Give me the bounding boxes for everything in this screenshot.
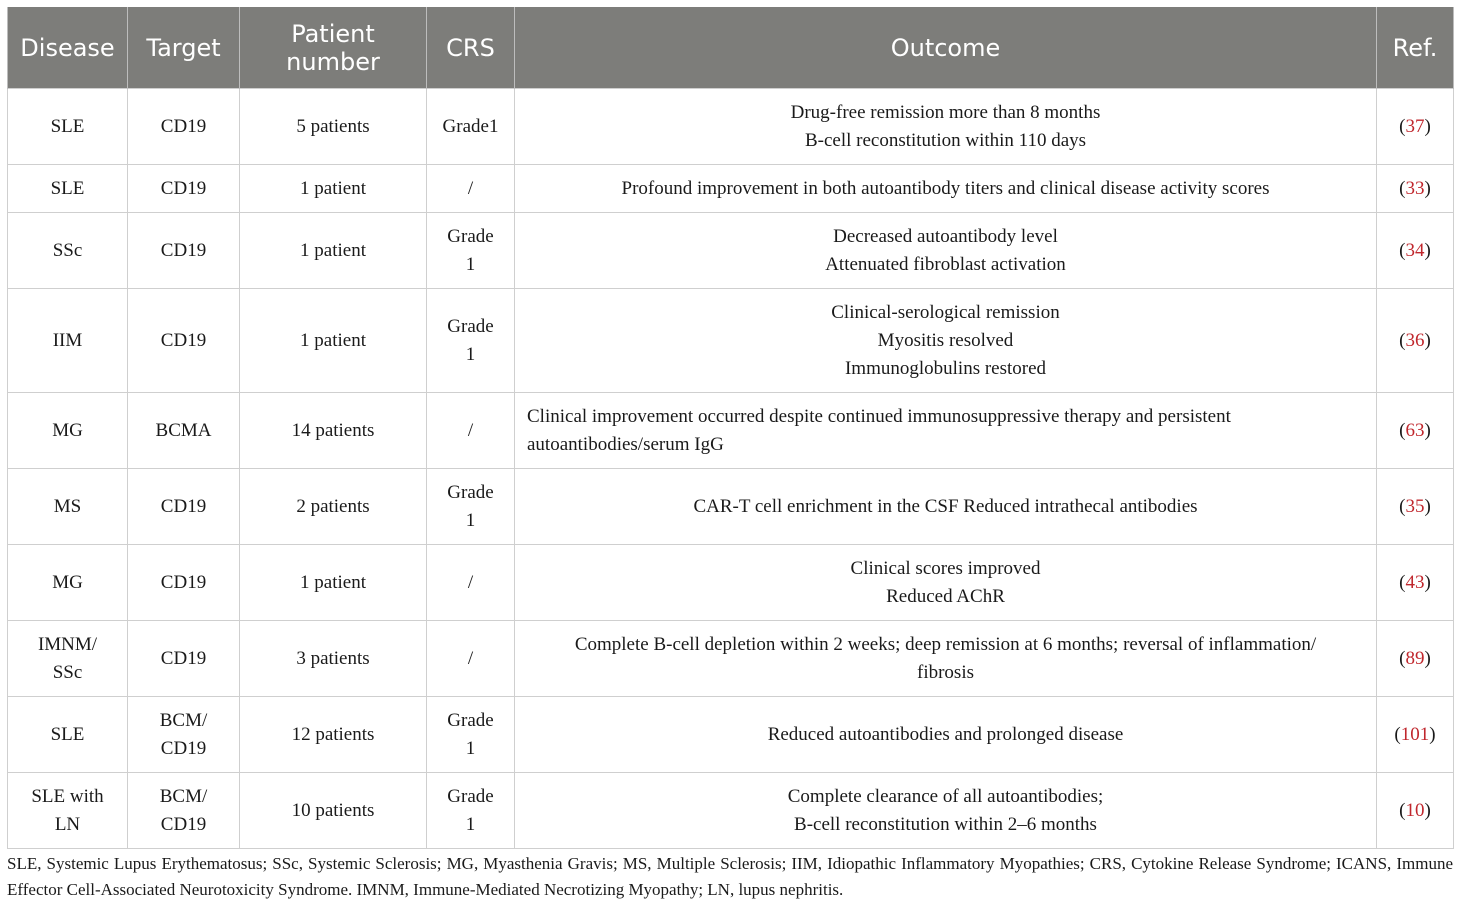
table-body [8,89,1454,849]
ref-cell: (37) [1377,89,1454,165]
reference-link[interactable]: 35 [1405,495,1425,517]
disease-line: LN [54,813,81,835]
crs-cell [427,773,515,849]
table-row [8,545,1454,621]
target-line: CD19 [160,495,207,517]
outcome-line: Clinical scores improved [850,557,1041,579]
outcome-line: autoantibodies/serum IgG [527,433,724,455]
table-row [8,697,1454,773]
crs-cell [427,545,515,621]
disease-line: SLE [50,723,85,745]
target-line: CD19 [160,813,207,835]
reference-link[interactable]: 43 [1405,571,1425,593]
outcome-line: Immunoglobulins restored [844,357,1047,379]
patient-number-line: 12 patients [291,723,375,745]
patient-number-cell [240,165,427,213]
ref-cell: (63) [1377,393,1454,469]
crs-line: / [467,571,474,593]
disease-line: SSc [52,661,83,683]
table-row [8,393,1454,469]
patient-number-line: 5 patients [296,115,370,137]
disease-cell [8,773,128,849]
disease-line: MG [52,419,83,441]
target-cell [128,773,240,849]
target-cell [128,165,240,213]
reference-link[interactable]: 63 [1405,419,1425,441]
header-row [8,7,1454,89]
table-row [8,621,1454,697]
disease-cell [8,289,128,393]
crs-cell [427,289,515,393]
disease-line: IMNM/ [37,633,98,655]
patient-number-line: 1 patient [300,329,366,351]
car-t-outcomes-table [7,7,1454,849]
target-cell [128,89,240,165]
disease-cell [8,393,128,469]
ref-cell: (33) [1377,165,1454,213]
patient-number-cell [240,393,427,469]
header-disease: Disease [8,7,128,89]
crs-line: 1 [465,737,476,759]
outcome-cell [515,165,1377,213]
crs-line: 1 [465,343,476,365]
crs-line: / [467,177,474,199]
target-line: CD19 [160,239,207,261]
disease-cell [8,545,128,621]
target-line: CD19 [160,329,207,351]
target-line: CD19 [160,571,207,593]
patient-number-cell [240,469,427,545]
header-patient-number [240,7,427,89]
reference-link[interactable]: 34 [1405,239,1425,261]
patient-number-cell [240,697,427,773]
outcome-cell [515,469,1377,545]
patient-number-line: 1 patient [300,239,366,261]
header-crs: CRS [427,7,515,89]
reference-link[interactable]: 101 [1400,723,1430,745]
outcome-line: Profound improvement in both autoantibody titers and clinical disease activity scores [621,177,1270,199]
table-row [8,773,1454,849]
crs-cell [427,213,515,289]
disease-line: MS [53,495,82,517]
reference-link[interactable]: 36 [1405,329,1425,351]
crs-line: Grade [447,481,494,503]
disease-line: MG [52,571,83,593]
ref-cell: (36) [1377,289,1454,393]
disease-cell [8,697,128,773]
ref-cell: (101) [1377,697,1454,773]
outcome-line: Complete clearance of all autoantibodies; [787,785,1104,807]
outcome-line: Clinical-serological remission [831,301,1060,323]
patient-number-cell [240,545,427,621]
outcome-line: Decreased autoantibody level [833,225,1058,247]
crs-cell [427,697,515,773]
outcome-line: Attenuated fibroblast activation [825,253,1066,275]
disease-line: IIM [52,329,83,351]
ref-cell: (43) [1377,545,1454,621]
crs-line: Grade [447,315,494,337]
disease-line: SLE with [31,785,104,807]
table-row [8,213,1454,289]
crs-line: 1 [465,253,476,275]
outcome-cell [515,393,1377,469]
ref-cell: (35) [1377,469,1454,545]
patient-number-line: 10 patients [291,799,375,821]
crs-line: / [467,647,474,669]
crs-cell [427,165,515,213]
crs-cell [427,469,515,545]
patient-number-line: 14 patients [291,419,375,441]
target-cell [128,621,240,697]
crs-line: Grade [447,225,494,247]
target-line: BCM/ [159,785,208,807]
outcome-cell [515,213,1377,289]
disease-line: SLE [50,115,85,137]
table-row [8,89,1454,165]
crs-line: 1 [465,813,476,835]
outcome-line: Drug-free remission more than 8 months [790,101,1101,123]
target-cell [128,393,240,469]
reference-link[interactable]: 37 [1405,115,1425,137]
outcome-cell [515,545,1377,621]
patient-number-cell [240,289,427,393]
target-line: BCM/ [159,709,208,731]
disease-cell [8,213,128,289]
target-line: BCMA [155,419,212,441]
disease-cell [8,89,128,165]
patient-number-cell [240,773,427,849]
crs-line: 1 [465,509,476,531]
outcome-cell [515,773,1377,849]
target-cell [128,289,240,393]
table-row [8,469,1454,545]
crs-cell [427,393,515,469]
header-patient-number-label: Patient number [286,19,380,76]
outcome-line: B-cell reconstitution within 110 days [804,129,1087,151]
ref-cell: (10) [1377,773,1454,849]
target-line: CD19 [160,737,207,759]
disease-line: SLE [50,177,85,199]
header-target: Target [128,7,240,89]
crs-cell [427,89,515,165]
header-ref: Ref. [1377,7,1454,89]
header-outcome: Outcome [515,7,1377,89]
outcome-line: Myositis resolved [877,329,1014,351]
ref-cell: (89) [1377,621,1454,697]
outcome-cell [515,89,1377,165]
outcome-line: Reduced AChR [886,585,1005,607]
crs-line: Grade [447,709,494,731]
target-line: CD19 [160,115,207,137]
patient-number-line: 1 patient [300,177,366,199]
disease-cell [8,165,128,213]
patient-number-line: 1 patient [300,571,366,593]
disease-line: SSc [52,239,83,261]
crs-line: Grade1 [442,115,499,137]
reference-link[interactable]: 89 [1405,647,1425,669]
ref-cell: (34) [1377,213,1454,289]
patient-number-line: 3 patients [296,647,370,669]
table-footnote: SLE, Systemic Lupus Erythematosus; SSc, Systemic Sclerosis; MG, Myasthenia Gravis; MS, Multiple Sclerosis; IIM, Idiopathic Inflammatory Myopathies; CRS, Cytokine Release Syndrome; ICANS, Immune Effector Cell-Associated Neurotoxicity Syndrome. IMNM, Immune-Mediated Necrotizing Myopathy; LN, lupus nephritis. [7,854,1453,899]
target-cell [128,697,240,773]
outcome-line: B-cell reconstitution within 2–6 months [794,813,1097,835]
patient-number-line: 2 patients [296,495,370,517]
patient-number-cell [240,621,427,697]
table-row [8,289,1454,393]
outcome-cell [515,697,1377,773]
target-line: CD19 [160,647,207,669]
crs-line: / [467,419,474,441]
crs-cell [427,621,515,697]
target-cell [128,213,240,289]
outcome-line: Complete B-cell depletion within 2 weeks; deep remission at 6 months; reversal of inflammation/ [574,633,1317,655]
outcome-line: Clinical improvement occurred despite continued immunosuppressive therapy and persistent [527,405,1231,427]
table-container [7,7,1453,849]
patient-number-cell [240,213,427,289]
outcome-line: fibrosis [917,661,974,683]
outcome-line: CAR-T cell enrichment in the CSF Reduced intrathecal antibodies [693,495,1198,517]
reference-link[interactable]: 33 [1405,177,1425,199]
disease-cell [8,621,128,697]
patient-number-cell [240,89,427,165]
table-row [8,165,1454,213]
outcome-line: Reduced autoantibodies and prolonged disease [767,723,1124,745]
reference-link[interactable]: 10 [1405,799,1425,821]
disease-cell [8,469,128,545]
outcome-cell [515,289,1377,393]
outcome-cell [515,621,1377,697]
crs-line: Grade [447,785,494,807]
target-line: CD19 [160,177,207,199]
target-cell [128,469,240,545]
target-cell [128,545,240,621]
